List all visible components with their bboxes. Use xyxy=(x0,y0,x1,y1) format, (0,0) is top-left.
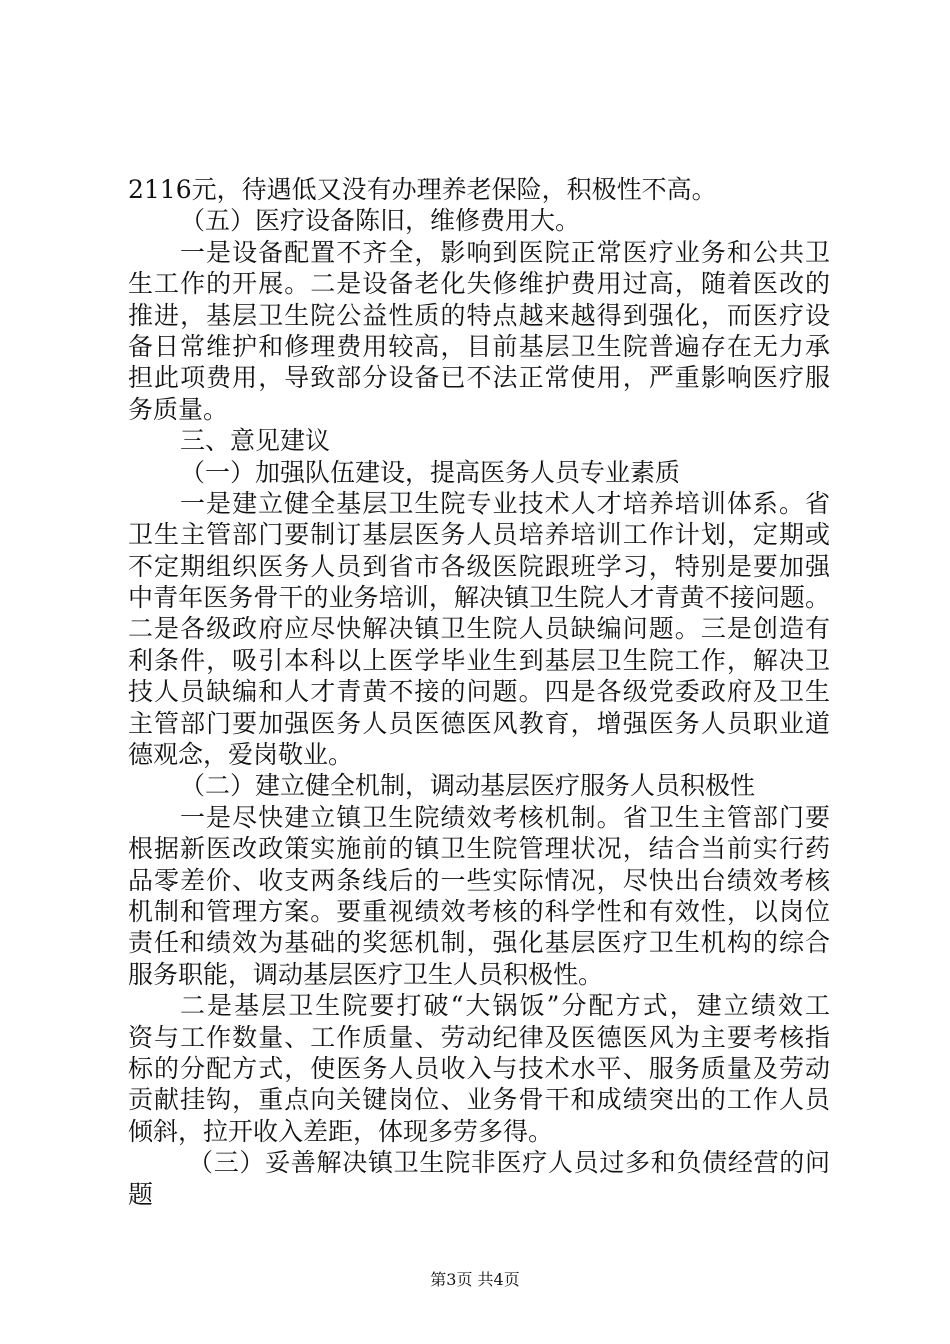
text-line: 服务职能，调动基层医疗卫生人员积极性。 xyxy=(128,959,604,989)
text-line: 不定期组织医务人员到省市各级医院跟班学习，特别是要加强 xyxy=(128,551,830,581)
text-line: 二是各级政府应尽快解决镇卫生院人员缺编问题。三是创造有 xyxy=(128,614,830,644)
text-line: 担此项费用，导致部分设备已不法正常使用，严重影响医疗服 xyxy=(128,363,830,393)
text-line: 品零差价、收支两条线后的一些实际情况，尽快出台绩效考核 xyxy=(128,865,830,895)
text-line: 备日常维护和修理费用较高，目前基层卫生院普遍存在无力承 xyxy=(128,331,830,361)
text-line: 生工作的开展。二是设备老化失修维护费用过高，随着医改的 xyxy=(128,269,830,299)
text-line: 一是建立健全基层卫生院专业技术人才培养培训体系。省 xyxy=(180,488,830,518)
text-line: 2116元，待遇低又没有办理养老保险，积极性不高。 xyxy=(128,175,717,204)
page-number-footer: 第3页 共4页 xyxy=(430,1270,520,1289)
text-line: 卫生主管部门要制订基层医务人员培养培训工作计划，定期或 xyxy=(128,520,830,550)
section-heading-3: 三、意见建议 xyxy=(180,426,331,456)
text-line: 中青年医务骨干的业务培训，解决镇卫生院人才青黄不接问题。 xyxy=(128,583,830,613)
subsection-heading-1: （一）加强队伍建设，提高医务人员专业素质 xyxy=(180,457,681,487)
text-line: 机制和管理方案。要重视绩效考核的科学性和有效性，以岗位 xyxy=(128,896,830,926)
text-line: 标的分配方式，使医务人员收入与技术水平、服务质量及劳动 xyxy=(128,1053,830,1083)
body-text xyxy=(128,174,830,1210)
text-line: 二是基层卫生院要打破“大锅饭”分配方式，建立绩效工 xyxy=(180,991,830,1021)
text-line: 利条件，吸引本科以上医学毕业生到基层卫生院工作，解决卫 xyxy=(128,645,830,675)
text-line: 根据新医改政策实施前的镇卫生院管理状况，结合当前实行药 xyxy=(128,834,830,864)
subsection-heading-2: （二）建立健全机制，调动基层医疗服务人员积极性 xyxy=(180,771,756,801)
text-line: 资与工作数量、工作质量、劳动纪律及医德医风为主要考核指 xyxy=(128,1022,830,1052)
text-line: 题 xyxy=(128,1179,154,1209)
text-line: 务质量。 xyxy=(128,394,229,424)
text-line: 推进，基层卫生院公益性质的特点越来越得到强化，而医疗设 xyxy=(128,300,830,330)
text-line: 贡献挂钩，重点向关键岗位、业务骨干和成绩突出的工作人员 xyxy=(128,1085,830,1115)
text-line: 倾斜，拉开收入差距，体现多劳多得。 xyxy=(128,1116,554,1146)
subsection-heading-3: （三）妥善解决镇卫生院非医疗人员过多和负债经营的问 xyxy=(188,1148,830,1178)
text-line: 一是设备配置不齐全，影响到医院正常医疗业务和公共卫 xyxy=(180,237,830,267)
text-line: 德观念，爱岗敬业。 xyxy=(128,740,354,770)
text-line: 技人员缺编和人才青黄不接的问题。四是各级党委政府及卫生 xyxy=(128,677,830,707)
text-line: 主管部门要加强医务人员医德医风教育，增强医务人员职业道 xyxy=(128,708,830,738)
section-heading-5: （五）医疗设备陈旧，维修费用大。 xyxy=(180,206,581,236)
text-line: 一是尽快建立镇卫生院绩效考核机制。省卫生主管部门要 xyxy=(180,802,830,832)
text-line: 责任和绩效为基础的奖惩机制，强化基层医疗卫生机构的综合 xyxy=(128,928,830,958)
